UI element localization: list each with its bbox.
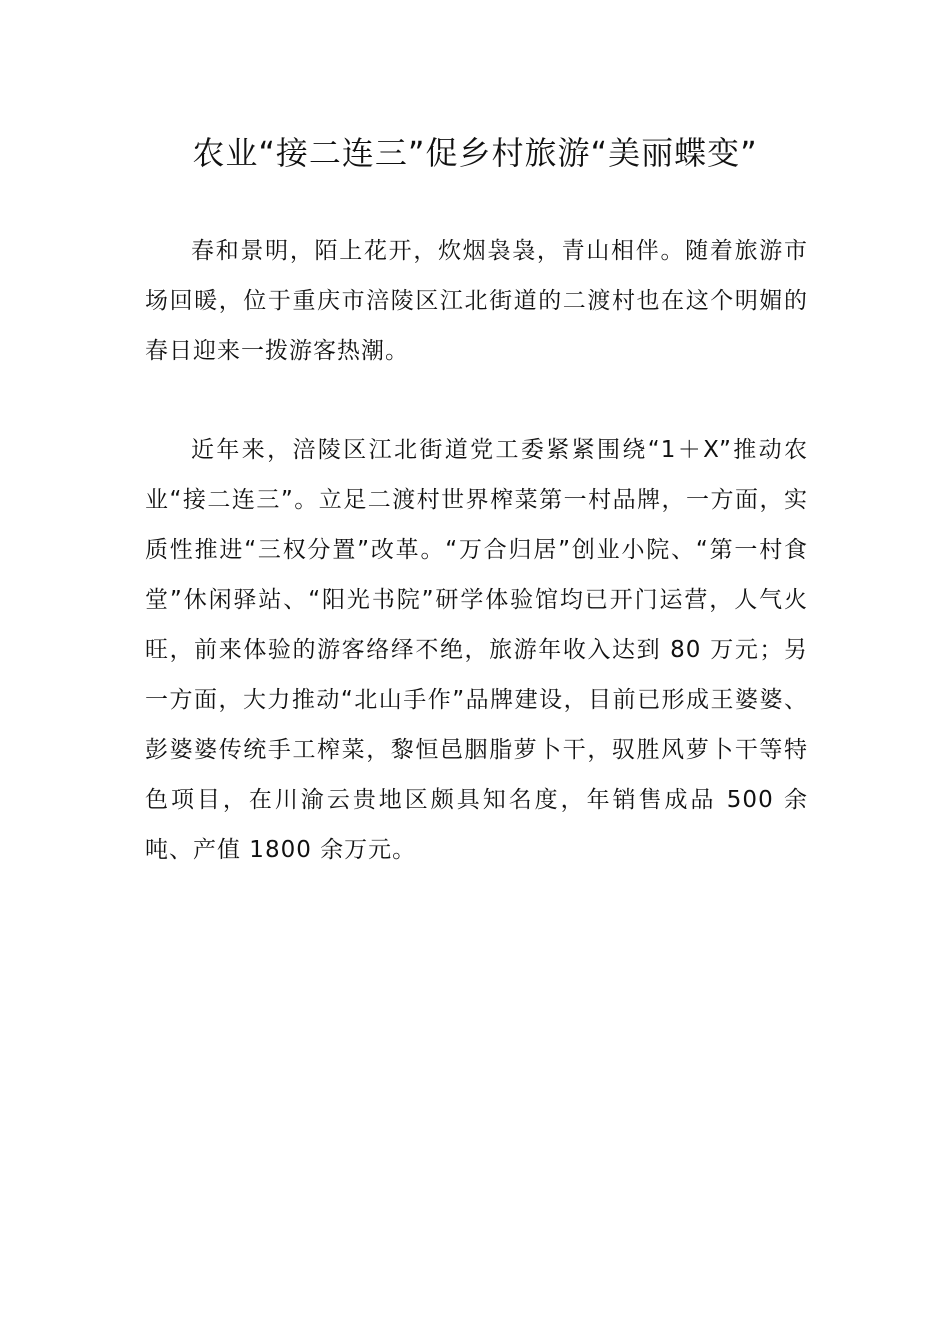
paragraph-1: 春和景明，陌上花开，炊烟袅袅，青山相伴。随着旅游市场回暖，位于重庆市涪陵区江北街道的二渡村也在这个明媚的春日迎来一拨游客热潮。 (145, 238, 808, 364)
document-title: 农业“接二连三”促乡村旅游“美丽蝶变” (192, 134, 758, 172)
paragraph-2: 近年来，涪陵区江北街道党工委紧紧围绕“1＋X”推动农业“接二连三”。立足二渡村世界榨菜第一村品牌，一方面，实质性推进“三权分置”改革。“万合归居”创业小院、“第一村食堂”休闲驿站、“阳光书院”研学体验馆均已开门运营，人气火旺，前来体验的游客络绎不绝，旅游年收入达到 80 万元；另一方面，大力推动“北山手作”品牌建设，目前已形成王婆婆、彭婆婆传统手工榨菜，黎恒邑胭脂萝卜干，驭胜风萝卜干等特色项目，在川渝云贵地区颇具知名度，年销售成品 500 余吨、产值 1800 余万元。 (145, 437, 808, 863)
